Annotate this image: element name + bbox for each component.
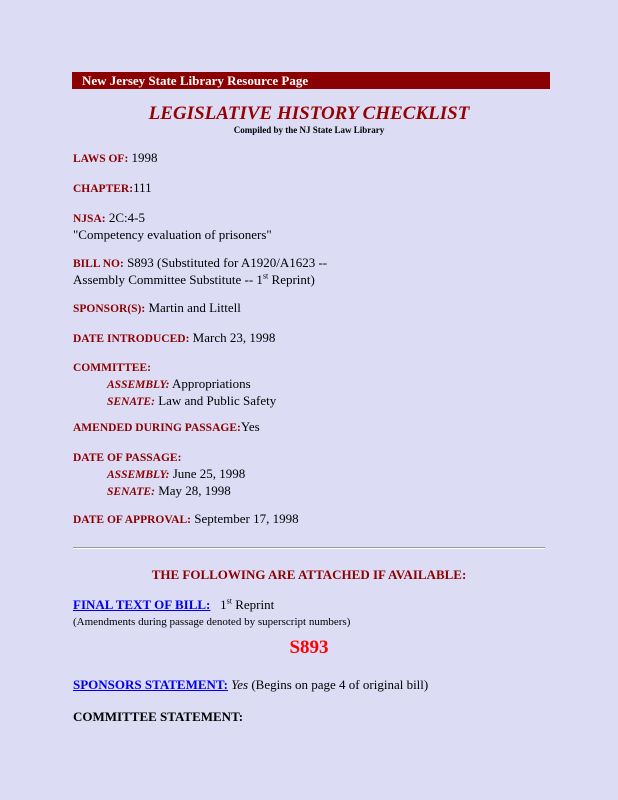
final-text-link[interactable]: FINAL TEXT OF BILL: [73, 597, 211, 612]
passage-assembly-row: ASSEMBLY: June 25, 1998 [107, 466, 246, 481]
date-introduced-label: DATE INTRODUCED: [73, 333, 190, 345]
committee-statement-field [73, 709, 243, 725]
sponsors-statement-field [73, 677, 428, 693]
committee-label: COMMITTEE: [73, 362, 151, 374]
attached-heading: THE FOLLOWING ARE ATTACHED IF AVAILABLE: [151, 567, 467, 582]
sponsors-label: SPONSOR(S): [73, 303, 146, 315]
committee-assembly-row: ASSEMBLY: Appropriations [107, 376, 251, 391]
njsa-value: 2C:4-5 [108, 210, 145, 225]
committee-senate-row: SENATE: Law and Public Safety [107, 393, 277, 408]
njsa-label: NJSA: [73, 213, 106, 225]
chapter-value: 111 [133, 180, 152, 195]
page-title: LEGISLATIVE HISTORY CHECKLIST [148, 103, 470, 124]
sponsors-value: Martin and Littell [148, 300, 241, 315]
resource-page-banner: New Jersey State Library Resource Page [72, 72, 550, 89]
amended-label: AMENDED DURING PASSAGE: [73, 422, 241, 434]
njsa-description: "Competency evaluation of prisoners" [73, 227, 272, 242]
date-of-approval-value: September 17, 1998 [194, 511, 299, 526]
laws-of-value: 1998 [131, 150, 158, 165]
amended-field [73, 419, 260, 436]
passage-senate-row: SENATE: May 28, 1998 [107, 483, 231, 498]
sponsors-statement-value: Yes (Begins on page 4 of original bill) [231, 677, 429, 692]
chapter-field [73, 180, 152, 197]
amended-value: Yes [240, 419, 260, 434]
date-of-passage-label: DATE OF PASSAGE: [73, 452, 182, 464]
committee-field [73, 359, 276, 410]
section-divider [73, 547, 545, 549]
bill-no-label: BILL NO: [73, 258, 124, 270]
chapter-label: CHAPTER: [73, 183, 134, 195]
date-of-approval-field [73, 511, 299, 528]
final-text-value: 1st Reprint [220, 596, 275, 612]
laws-of-field [73, 150, 158, 167]
bill-no-field [73, 255, 327, 288]
final-text-note: (Amendments during passage denoted by superscript numbers) [73, 616, 351, 628]
bill-no-value-line2: Assembly Committee Substitute -- 1st Reprint) [73, 271, 315, 287]
final-text-field [73, 597, 350, 630]
njsa-field [73, 210, 272, 243]
date-introduced-value: March 23, 1998 [192, 330, 276, 345]
sponsors-field [73, 300, 241, 317]
committee-statement-label: COMMITTEE STATEMENT: [73, 709, 244, 724]
date-of-passage-field [73, 449, 245, 500]
date-of-approval-label: DATE OF APPROVAL: [73, 514, 191, 526]
bill-number-heading: S893 [289, 637, 329, 658]
bill-no-value-line1: S893 (Substituted for A1920/A1623 -- [127, 255, 328, 270]
sponsors-statement-link[interactable]: SPONSORS STATEMENT: [73, 677, 228, 692]
date-introduced-field [73, 330, 275, 347]
laws-of-label: LAWS OF: [73, 153, 129, 165]
page-subtitle: Compiled by the NJ State Law Library [233, 125, 385, 135]
